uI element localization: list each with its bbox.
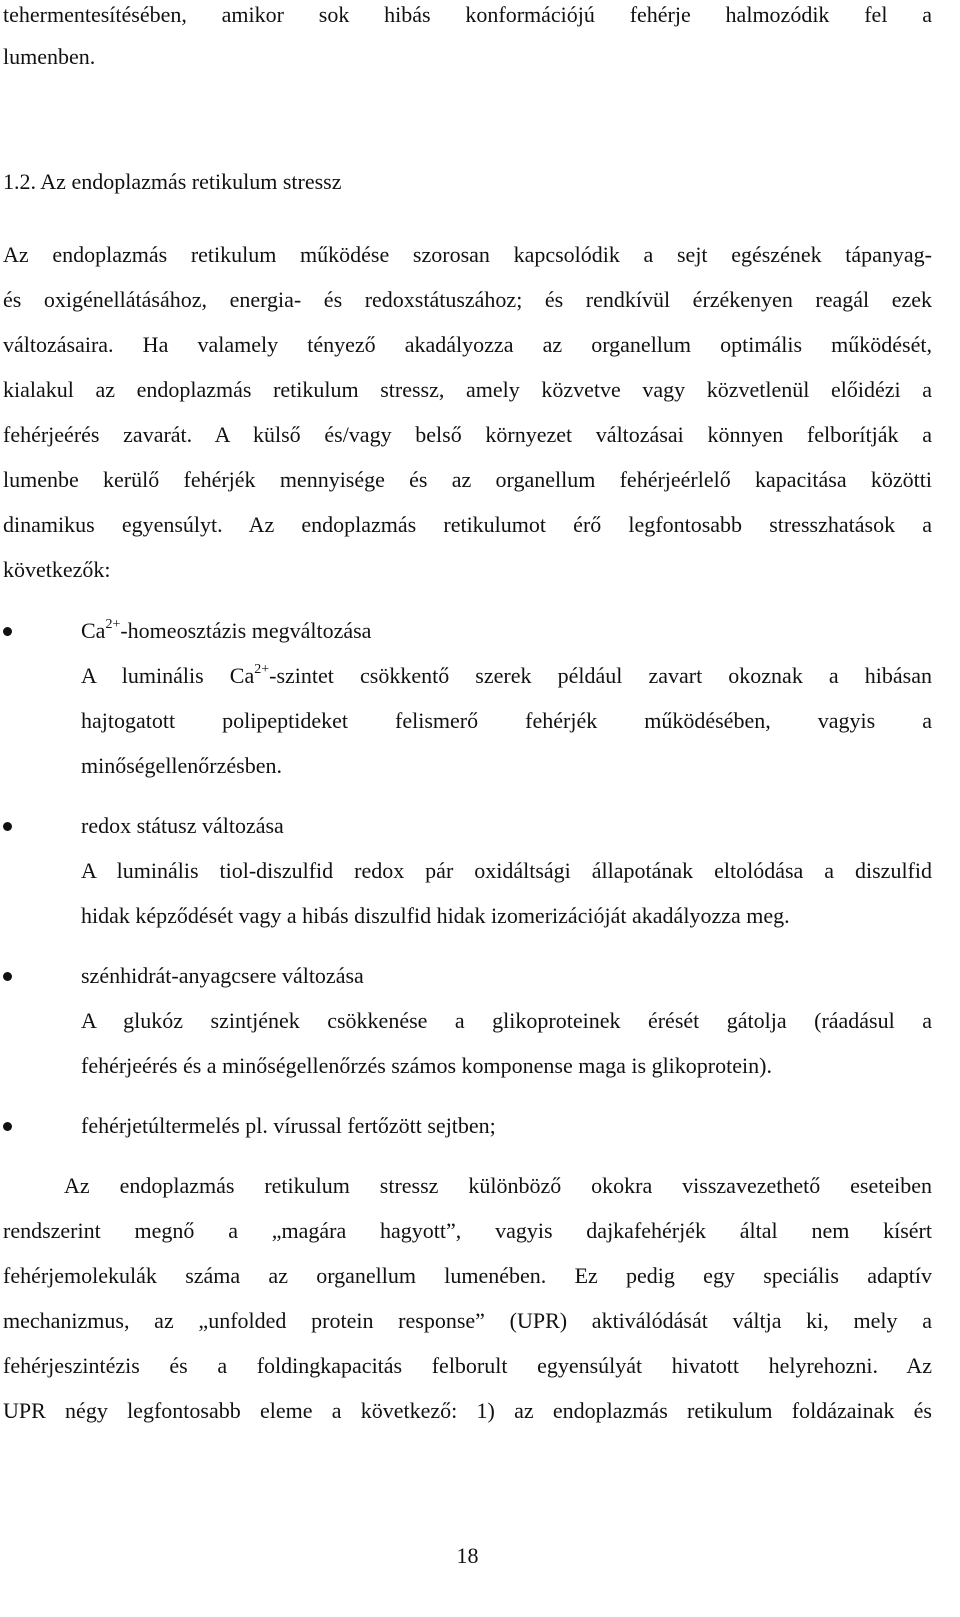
- bullet-title: redox státusz változása: [81, 813, 284, 838]
- paragraph-line: Az endoplazmás retikulum stressz különböző okokra visszavezethető eseteiben: [64, 1173, 932, 1198]
- bullet-body-line: hidak képződését vagy a hibás diszulfid hidak izomerizációját akadályozza meg.: [81, 903, 790, 928]
- paragraph-line: változásaira. Ha valamely tényező akadályozza az organellum optimális működését,: [3, 332, 932, 357]
- bullet-body-line: A luminális tiol-diszulfid redox pár oxidáltsági állapotának eltolódása a diszulfid: [81, 858, 932, 883]
- bullet-body-line: A glukóz szintjének csökkenése a glikoproteinek érését gátolja (ráadásul a: [81, 1008, 932, 1033]
- paragraph-line: fehérjemolekulák száma az organellum lumenében. Ez pedig egy speciális adaptív: [3, 1263, 932, 1288]
- bullet-body-line: [81, 661, 932, 691]
- paragraph-line: és oxigénellátásához, energia- és redoxstátuszához; és rendkívül érzékenyen reagál ezek: [3, 287, 932, 312]
- bullet-body-pre: A luminális Ca: [81, 663, 255, 688]
- bullet-dot: [3, 627, 12, 636]
- paragraph-line: fehérjeszintézis és a foldingkapacitás felborult egyensúlyát hivatott helyrehozni. Az: [3, 1353, 932, 1378]
- bullet-dot: [3, 972, 12, 981]
- intro-line-1: tehermentesítésében, amikor sok hibás konformációjú fehérje halmozódik fel a: [3, 2, 932, 27]
- page-number: 18: [456, 1543, 479, 1568]
- bullet-body-line: hajtogatott polipeptideket felismerő fehérjék működésében, vagyis a: [81, 708, 932, 733]
- paragraph-line: fehérjeérés zavarát. A külső és/vagy belső környezet változásai könnyen felborítják a: [3, 422, 932, 447]
- bullet-title-post: -homeosztázis megváltozása: [120, 618, 372, 643]
- paragraph-line: rendszerint megnő a „magára hagyott”, vagyis dajkafehérjék által nem kísért: [3, 1218, 932, 1243]
- paragraph-line: következők:: [3, 557, 111, 582]
- bullet-body-line: minőségellenőrzésben.: [81, 753, 282, 778]
- superscript: 2+: [105, 616, 121, 632]
- bullet-body-line: fehérjeérés és a minőségellenőrzés számos komponense maga is glikoprotein).: [81, 1053, 772, 1078]
- bullet-dot: [3, 1122, 12, 1131]
- paragraph-line: UPR négy legfontosabb eleme a következő: 1) az endoplazmás retikulum foldázainak és: [3, 1398, 932, 1423]
- intro-line-2: lumenben.: [3, 44, 96, 69]
- bullet-title-pre: Ca: [81, 618, 106, 643]
- paragraph-line: lumenbe kerülő fehérjék mennyisége és az organellum fehérjeérlelő kapacitása közötti: [3, 467, 932, 492]
- paragraph-line: Az endoplazmás retikulum működése szorosan kapcsolódik a sejt egészének tápanyag-: [3, 242, 932, 267]
- bullet-title: fehérjetúltermelés pl. vírussal fertőzött sejtben;: [81, 1113, 496, 1138]
- section-heading: 1.2. Az endoplazmás retikulum stressz: [3, 169, 342, 194]
- paragraph-line: mechanizmus, az „unfolded protein response” (UPR) aktiválódását váltja ki, mely a: [3, 1308, 932, 1333]
- bullet-title: [81, 616, 932, 646]
- paragraph-line: kialakul az endoplazmás retikulum stressz, amely közvetve vagy közvetlenül előidézi a: [3, 377, 932, 402]
- bullet-dot: [3, 822, 12, 831]
- bullet-title: szénhidrát-anyagcsere változása: [81, 963, 364, 988]
- superscript: 2+: [254, 661, 270, 677]
- paragraph-line: dinamikus egyensúlyt. Az endoplazmás retikulumot érő legfontosabb stresszhatások a: [3, 512, 932, 537]
- bullet-body-post: -szintet csökkentő szerek például zavart okoznak a hibásan: [269, 663, 933, 688]
